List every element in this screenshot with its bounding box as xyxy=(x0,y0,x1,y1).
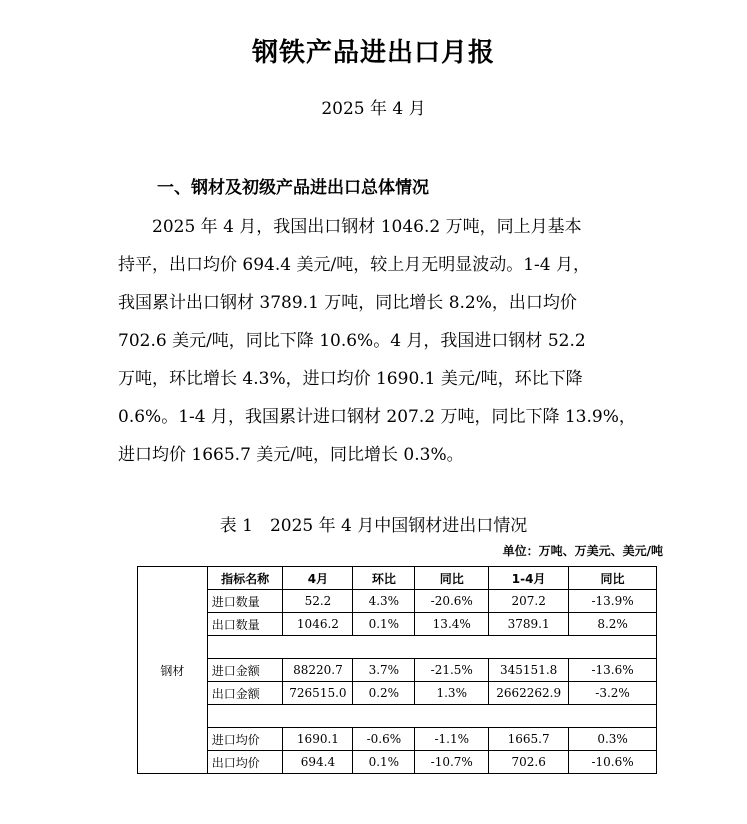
table-spacer-row xyxy=(138,705,657,728)
table-cell: -1.1% xyxy=(415,728,489,751)
table-cell: 4.3% xyxy=(353,590,415,613)
table-cell: 0.3% xyxy=(569,728,657,751)
paragraph-line: 我国累计出口钢材 3789.1 万吨，同比增长 8.2%，出口均价 xyxy=(118,293,577,313)
table-row xyxy=(138,682,657,705)
table-caption: 表 1 2025 年 4 月中国钢材进出口情况 xyxy=(219,516,528,536)
row-label: 出口均价 xyxy=(207,751,283,774)
row-label: 进口金额 xyxy=(207,659,283,682)
table-row xyxy=(138,751,657,774)
paragraph-line: 0.6%。1-4 月，我国累计进口钢材 207.2 万吨，同比下降 13.9%， xyxy=(118,407,636,427)
table-cell: 702.6 xyxy=(489,751,569,774)
table-cell: -3.2% xyxy=(569,682,657,705)
table-cell: -10.7% xyxy=(415,751,489,774)
paragraph-line: 持平，出口均价 694.4 美元/吨，较上月无明显波动。1-4 月， xyxy=(118,255,590,275)
table-cell: -13.6% xyxy=(569,659,657,682)
table-cell: 1690.1 xyxy=(283,728,353,751)
paragraph-line: 702.6 美元/吨，同比下降 10.6%。4 月，我国进口钢材 52.2 xyxy=(118,331,586,351)
table-cell: -21.5% xyxy=(415,659,489,682)
table-cell: 3.7% xyxy=(353,659,415,682)
paragraph-line: 万吨，环比增长 4.3%，进口均价 1690.1 美元/吨，环比下降 xyxy=(118,369,583,389)
header-cell: 指标名称 xyxy=(207,567,283,590)
row-label: 进口均价 xyxy=(207,728,283,751)
paragraph-line: 2025 年 4 月，我国出口钢材 1046.2 万吨，同上月基本 xyxy=(118,217,582,237)
spacer-cell xyxy=(207,705,656,728)
table-row xyxy=(138,613,657,636)
header-cell: 1-4月 xyxy=(489,567,569,590)
table-cell: 345151.8 xyxy=(489,659,569,682)
table-cell: -0.6% xyxy=(353,728,415,751)
row-label: 进口数量 xyxy=(207,590,283,613)
table-cell: 1665.7 xyxy=(489,728,569,751)
summary-paragraph xyxy=(118,208,673,474)
header-cell: 4月 xyxy=(283,567,353,590)
header-cell: 环比 xyxy=(353,567,415,590)
table-unit-note: 单位：万吨、万美元、美元/吨 xyxy=(502,544,663,558)
table-header-row xyxy=(138,567,657,590)
table-row xyxy=(138,659,657,682)
group-label: 钢材 xyxy=(138,567,208,774)
table-cell: -10.6% xyxy=(569,751,657,774)
table-cell: -13.9% xyxy=(569,590,657,613)
table-cell: 726515.0 xyxy=(283,682,353,705)
header-cell: 同比 xyxy=(415,567,489,590)
table-spacer-row xyxy=(138,636,657,659)
table-cell: 207.2 xyxy=(489,590,569,613)
table-cell: 52.2 xyxy=(283,590,353,613)
header-cell: 同比 xyxy=(569,567,657,590)
table-cell: 0.2% xyxy=(353,682,415,705)
table-cell: 694.4 xyxy=(283,751,353,774)
table-cell: 2662262.9 xyxy=(489,682,569,705)
paragraph-line: 进口均价 1665.7 美元/吨，同比增长 0.3%。 xyxy=(118,445,464,465)
table-cell: 8.2% xyxy=(569,613,657,636)
table-cell: 0.1% xyxy=(353,613,415,636)
table-row xyxy=(138,590,657,613)
table-cell: 1.3% xyxy=(415,682,489,705)
table-cell: 88220.7 xyxy=(283,659,353,682)
section-heading: 一、钢材及初级产品进出口总体情况 xyxy=(157,178,429,198)
row-label: 出口数量 xyxy=(207,613,283,636)
table-cell: 1046.2 xyxy=(283,613,353,636)
report-title: 钢铁产品进出口月报 xyxy=(251,38,495,68)
row-label: 出口金额 xyxy=(207,682,283,705)
table-cell: 0.1% xyxy=(353,751,415,774)
spacer-cell xyxy=(207,636,656,659)
table-cell: 3789.1 xyxy=(489,613,569,636)
table-cell: 13.4% xyxy=(415,613,489,636)
table-cell: -20.6% xyxy=(415,590,489,613)
report-date: 2025 年 4 月 xyxy=(321,99,426,119)
table-row xyxy=(138,728,657,751)
steel-trade-table xyxy=(137,566,657,774)
